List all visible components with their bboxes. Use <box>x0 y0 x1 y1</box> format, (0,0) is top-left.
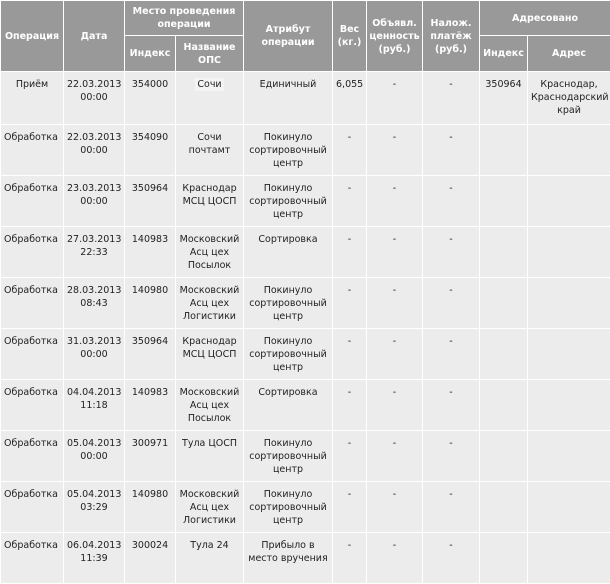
cell-attribute: Покинуло сортировочный центр <box>244 125 333 176</box>
cell-operation: Обработка <box>1 482 64 533</box>
cell-weight: - <box>333 431 367 482</box>
cell-index: 140983 <box>125 380 176 431</box>
cell-addr-address <box>528 482 610 533</box>
cell-cod: - <box>423 227 480 278</box>
cell-weight: - <box>333 380 367 431</box>
cell-declared-value: - <box>367 380 423 431</box>
cell-ops-name: Краснодар МСЦ ЦОСП <box>176 176 244 227</box>
cell-attribute: Покинуло сортировочный центр <box>244 329 333 380</box>
cell-addr-index <box>480 380 528 431</box>
cell-weight: - <box>333 125 367 176</box>
cell-addr-index <box>480 329 528 380</box>
cell-attribute: Покинуло сортировочный центр <box>244 176 333 227</box>
cell-date: 28.03.2013 08:43 <box>64 278 125 329</box>
header-operation: Операция <box>1 1 64 72</box>
cell-cod: - <box>423 329 480 380</box>
ops-name-text: Сочи <box>195 78 223 91</box>
cell-ops-name: Краснодар МСЦ ЦОСП <box>176 329 244 380</box>
header-place-name: Название ОПС <box>176 36 244 72</box>
cell-cod: - <box>423 176 480 227</box>
cell-addr-index <box>480 227 528 278</box>
cell-weight: - <box>333 176 367 227</box>
cell-cod: - <box>423 380 480 431</box>
header-addressed: Адресовано <box>480 1 610 36</box>
cell-declared-value: - <box>367 176 423 227</box>
cell-operation: Обработка <box>1 533 64 584</box>
header-place: Место проведения операции <box>125 1 244 36</box>
cell-cod: - <box>423 278 480 329</box>
cell-addr-address <box>528 176 610 227</box>
cell-weight: - <box>333 482 367 533</box>
header-weight: Вес (кг.) <box>333 1 367 72</box>
table-row <box>1 380 610 431</box>
cell-ops-name <box>176 72 244 125</box>
cell-index: 140980 <box>125 278 176 329</box>
table-row <box>1 125 610 176</box>
header-attribute: Атрибут операции <box>244 1 333 72</box>
cell-ops-name: Тула ЦОСП <box>176 431 244 482</box>
cell-cod: - <box>423 431 480 482</box>
cell-addr-address <box>528 380 610 431</box>
header-addr-index: Индекс <box>480 36 528 72</box>
header-place-index: Индекс <box>125 36 176 72</box>
cell-index: 354000 <box>125 72 176 125</box>
table-row <box>1 482 610 533</box>
cell-addr-address: Краснодар, Краснодарский край <box>528 72 610 125</box>
table-row <box>1 329 610 380</box>
cell-cod: - <box>423 482 480 533</box>
table-row <box>1 431 610 482</box>
cell-declared-value: - <box>367 533 423 584</box>
cell-addr-address <box>528 227 610 278</box>
cell-operation: Обработка <box>1 380 64 431</box>
cell-attribute: Покинуло сортировочный центр <box>244 278 333 329</box>
header-cod: Налож. платёж (руб.) <box>423 1 480 72</box>
cell-declared-value: - <box>367 482 423 533</box>
cell-index: 140980 <box>125 482 176 533</box>
cell-index: 300024 <box>125 533 176 584</box>
cell-attribute: Сортировка <box>244 227 333 278</box>
cell-ops-name: Московский Асц цех Логистики <box>176 482 244 533</box>
cell-attribute: Покинуло сортировочный центр <box>244 482 333 533</box>
table-row <box>1 227 610 278</box>
cell-addr-index <box>480 278 528 329</box>
cell-date: 05.04.2013 00:00 <box>64 431 125 482</box>
cell-declared-value: - <box>367 278 423 329</box>
cell-weight: - <box>333 329 367 380</box>
cell-weight: - <box>333 533 367 584</box>
cell-date: 31.03.2013 00:00 <box>64 329 125 380</box>
cell-date: 22.03.2013 00:00 <box>64 125 125 176</box>
cell-date: 23.03.2013 00:00 <box>64 176 125 227</box>
cell-declared-value: - <box>367 329 423 380</box>
header-addr-address: Адрес <box>528 36 610 72</box>
cell-declared-value: - <box>367 227 423 278</box>
cell-ops-name: Тула 24 <box>176 533 244 584</box>
cell-addr-index <box>480 533 528 584</box>
cell-cod: - <box>423 125 480 176</box>
header-date: Дата <box>64 1 125 72</box>
cell-addr-index: 350964 <box>480 72 528 125</box>
cell-date: 04.04.2013 11:18 <box>64 380 125 431</box>
table-row <box>1 278 610 329</box>
cell-declared-value: - <box>367 72 423 125</box>
cell-attribute: Единичный <box>244 72 333 125</box>
cell-ops-name: Московский Асц цех Посылок <box>176 227 244 278</box>
cell-index: 350964 <box>125 176 176 227</box>
cell-cod: - <box>423 533 480 584</box>
cell-index: 140983 <box>125 227 176 278</box>
cell-index: 350964 <box>125 329 176 380</box>
cell-operation: Приём <box>1 72 64 125</box>
cell-addr-index <box>480 431 528 482</box>
header-declared-value: Объявл. ценность (руб.) <box>367 1 423 72</box>
cell-operation: Обработка <box>1 125 64 176</box>
cell-ops-name: Московский Асц цех Логистики <box>176 278 244 329</box>
cell-index: 354090 <box>125 125 176 176</box>
cell-operation: Обработка <box>1 278 64 329</box>
cell-date: 22.03.2013 00:00 <box>64 72 125 125</box>
cell-ops-name: Московский Асц цех Посылок <box>176 380 244 431</box>
cell-addr-address <box>528 431 610 482</box>
table-row <box>1 72 610 125</box>
cell-weight: - <box>333 227 367 278</box>
cell-declared-value: - <box>367 431 423 482</box>
cell-date: 05.04.2013 03:29 <box>64 482 125 533</box>
cell-weight: - <box>333 278 367 329</box>
cell-addr-address <box>528 533 610 584</box>
cell-index: 300971 <box>125 431 176 482</box>
cell-attribute: Покинуло сортировочный центр <box>244 431 333 482</box>
cell-attribute: Сортировка <box>244 380 333 431</box>
cell-operation: Обработка <box>1 431 64 482</box>
cell-ops-name: Сочи почтамт <box>176 125 244 176</box>
cell-addr-index <box>480 482 528 533</box>
cell-addr-index <box>480 176 528 227</box>
table-row <box>1 176 610 227</box>
cell-cod: - <box>423 72 480 125</box>
cell-operation: Обработка <box>1 176 64 227</box>
cell-operation: Обработка <box>1 329 64 380</box>
table-row <box>1 533 610 584</box>
cell-declared-value: - <box>367 125 423 176</box>
cell-attribute: Прибыло в место вручения <box>244 533 333 584</box>
cell-date: 27.03.2013 22:33 <box>64 227 125 278</box>
cell-addr-address <box>528 278 610 329</box>
cell-addr-index <box>480 125 528 176</box>
cell-addr-address <box>528 125 610 176</box>
cell-date: 06.04.2013 11:39 <box>64 533 125 584</box>
cell-weight: 6,055 <box>333 72 367 125</box>
cell-addr-address <box>528 329 610 380</box>
cell-operation: Обработка <box>1 227 64 278</box>
